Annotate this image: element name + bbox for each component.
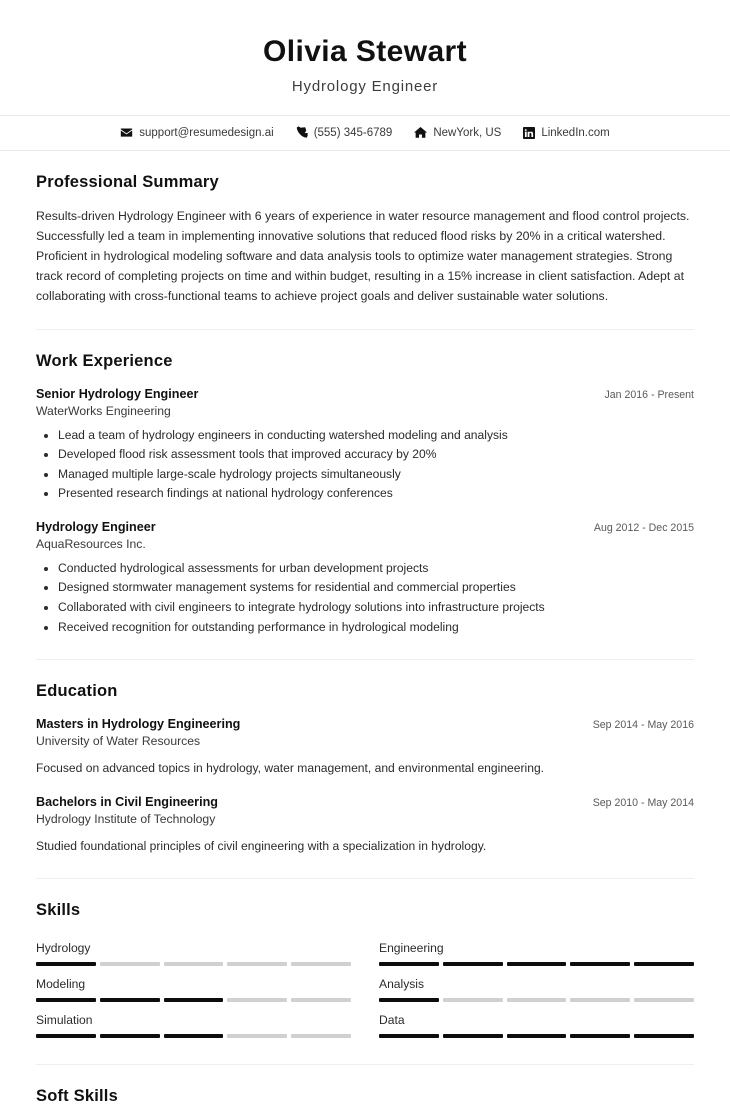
skill-level-segment [100,998,160,1002]
skill-level-segment [570,1034,630,1038]
skill-level-segment [227,962,287,966]
skill-name: Modeling [36,976,86,991]
skill-name: Analysis [379,976,425,991]
skill-item [36,934,351,970]
work-date: Jan 2016 - Present [604,388,694,401]
contact-bar [0,115,730,151]
skill-level-bar [36,1034,351,1038]
skill-level-segment [164,962,224,966]
skill-level-segment [379,998,439,1002]
skill-item [379,934,694,970]
skill-level-segment [443,998,503,1002]
contact-phone[interactable] [296,126,393,139]
education-entry-head [36,795,694,809]
skill-level-segment [100,962,160,966]
candidate-job-title: Hydrology Engineer [291,78,439,95]
contact-location[interactable] [414,126,501,139]
list-item: • Developed flood risk assessment tools that improved accuracy by 20% [58,445,694,465]
contact-linkedin[interactable] [523,127,609,139]
skill-level-segment [36,962,96,966]
education-degree: Masters in Hydrology Engineering [36,717,241,732]
work-entry-head [36,387,694,401]
section-title-soft-skills: Soft Skills [36,1086,118,1105]
contact-location-label: NewYork, US [433,126,502,139]
list-item: • Managed multiple large-scale hydrology projects simultaneously [58,465,694,485]
summary-text: Results-driven Hydrology Engineer with 6 years of experience in water resource management and flood control projects. Successfully led a team in implementing innovative solutions that reduced flood risks by 20% in a critical watershed. Proficient in hydrological modeling software and data analysis tools to optimize water management strategies. Strong track record of completing projects on time and within budget, resulting in a 15% increase in client satisfaction. Adept at collaborating with cross-functional teams to achieve project goals and deliver sustainable water solutions. [36,209,690,303]
skill-level-segment [507,998,567,1002]
section-title-work: Work Experience [36,351,173,370]
skill-level-segment [443,962,503,966]
skill-level-segment [164,1034,224,1038]
skill-level-segment [291,1034,351,1038]
work-bullets [36,426,694,504]
skill-level-segment [634,998,694,1002]
skill-level-segment [291,962,351,966]
education-entry-head [36,717,694,731]
list-item: • Designed stormwater management systems for residential and commercial properties [58,578,694,598]
education-date: Sep 2014 - May 2016 [592,719,694,732]
contact-linkedin-label: LinkedIn.com [541,126,610,139]
skill-item [36,970,351,1006]
skill-level-segment [634,1034,694,1038]
section-work-experience [0,352,730,660]
skill-name: Simulation [36,1012,93,1027]
skill-level-bar [36,962,351,966]
education-entry [36,717,694,778]
skill-item [379,970,694,1006]
skill-level-segment [443,1034,503,1038]
list-item: • Collaborated with civil engineers to integrate hydrology solutions into infrastructure projects [58,598,694,618]
skill-level-segment [227,1034,287,1038]
skill-level-segment [634,962,694,966]
section-professional-summary [0,173,730,307]
section-title-summary: Professional Summary [36,173,219,191]
skill-level-segment [570,998,630,1002]
list-item: • Received recognition for outstanding performance in hydrological modeling [58,618,694,638]
section-divider [36,1064,694,1065]
skill-level-segment [570,962,630,966]
skill-level-bar [379,998,694,1002]
skill-name: Data [379,1012,405,1027]
contact-email-label: support@resumedesign.ai [139,126,274,139]
skills-grid [36,934,694,1042]
skill-level-segment [507,1034,567,1038]
section-title-skills: Skills [36,900,81,919]
work-entry [36,387,694,504]
work-entry-head [36,520,694,534]
skill-level-bar [379,1034,694,1038]
education-entry [36,795,694,856]
skill-level-segment [36,998,96,1002]
skill-level-segment [507,962,567,966]
skill-name: Hydrology [36,940,91,955]
section-skills [0,901,730,1064]
phone-icon [296,126,308,139]
education-description: Focused on advanced topics in hydrology, water management, and environmental engineering. [36,761,545,776]
section-divider [36,329,694,330]
envelope-icon [120,126,133,139]
work-company: WaterWorks Engineering [36,403,171,418]
education-school: Hydrology Institute of Technology [36,811,216,826]
skill-level-segment [291,998,351,1002]
list-item: • Presented research findings at national hydrology conferences [58,484,694,504]
education-date: Sep 2010 - May 2014 [592,796,694,809]
skill-level-segment [100,1034,160,1038]
education-degree: Bachelors in Civil Engineering [36,794,218,809]
work-company: AquaResources Inc. [36,536,146,551]
work-role: Hydrology Engineer [36,519,156,534]
education-school: University of Water Resources [36,734,201,749]
skill-level-segment [36,1034,96,1038]
section-education [0,682,730,878]
section-soft-skills [0,1087,730,1106]
contact-phone-label: (555) 345-6789 [313,126,393,139]
linkedin-icon [523,127,535,139]
skill-level-segment [379,962,439,966]
skill-level-segment [164,998,224,1002]
skill-level-bar [36,998,351,1002]
resume-header [0,0,730,115]
section-divider [36,878,694,879]
skill-level-segment [227,998,287,1002]
work-entry [36,520,694,637]
contact-email[interactable] [120,126,273,139]
section-title-education: Education [36,682,118,701]
candidate-name: Olivia Stewart [262,35,467,68]
work-role: Senior Hydrology Engineer [36,386,199,401]
skill-name: Engineering [379,940,444,955]
list-item: • Conducted hydrological assessments for urban development projects [58,559,694,579]
home-icon [414,126,427,139]
skill-level-bar [379,962,694,966]
work-date: Aug 2012 - Dec 2015 [593,521,694,534]
section-divider [36,659,694,660]
skill-level-segment [379,1034,439,1038]
work-bullets [36,559,694,637]
list-item: • Lead a team of hydrology engineers in conducting watershed modeling and analysis [58,426,694,446]
education-description: Studied foundational principles of civil engineering with a specialization in hydrology. [36,838,487,853]
